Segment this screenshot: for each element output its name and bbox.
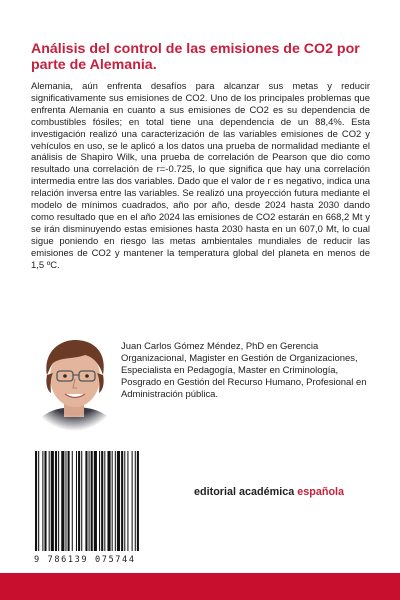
barcode-bar <box>121 451 123 551</box>
barcode-bar <box>94 451 97 551</box>
barcode-bar <box>44 451 46 551</box>
footer-band <box>0 573 400 600</box>
barcode-bar <box>55 451 57 551</box>
barcode-bar <box>42 451 43 551</box>
barcode-bar <box>35 451 37 551</box>
barcode-bar <box>101 451 103 551</box>
barcode-bar <box>61 451 64 551</box>
abstract-text: Alemania, aún enfrenta desafíos para alcanzar sus metas y reducir significativamente sus emisiones de CO2. Uno de los principales problemas que enfrenta Alemania en cuanto a sus emisiones de CO2 es su dependencia de combustibles fósiles; en total tiene una dependencia de un 88,4%. Esta investigación realizó una caracterización de las variables emisiones de CO2 y vehículos en uso, se le aplicó a los datos una prueba de normalidad mediante el análisis de Shapiro Wilk, una prueba de correlación de Pearson que dio como resultado una correlación de r=-0.725, lo que significa que hay una correlación intermedia entre las dos variables. Dado que el valor de r es negativo, indica una relación inversa entre las variables. Se realizó una proyección futura mediante el modelo de mínimos cuadrados, año por año, desde 2024 hasta 2030 dando como resultado que en el año 2024 las emisiones de CO2 estarán en 668,2 Mt y se irán disminuyendo estas emisiones hasta 2030 hasta en un 607,0 Mt, lo cual sigue poniendo en riesgo las metas ambientales mundiales de reducir las emisiones de CO2 y mantener la temperatura global del planeta en menos de 1,5 ºC. <box>31 81 370 271</box>
barcode-bar <box>49 451 50 551</box>
barcode-bar <box>91 451 93 551</box>
barcode-bar <box>89 451 90 551</box>
barcode-bar <box>38 451 39 551</box>
isbn-digits: 9 786139 075744 <box>34 555 136 565</box>
barcode-bar <box>132 451 133 551</box>
publisher-name <box>194 486 379 498</box>
barcode-bar <box>115 451 116 551</box>
barcode-bar <box>78 451 80 551</box>
barcode-bars <box>31 451 183 554</box>
author-photo <box>29 333 119 431</box>
barcode-bar <box>85 451 87 551</box>
isbn-barcode <box>31 451 183 564</box>
barcode-bar <box>68 451 70 551</box>
author-bio: Juan Carlos Gómez Méndez, PhD en Gerencia Organizacional, Magister en Gestión de Organizaciones, Especialista en Pedagogía, Master en Criminología, Posgrado en Gestión del Recurso Humano, Profesional en Administración pública. <box>121 341 367 400</box>
barcode-bar <box>58 451 59 551</box>
author-portrait-image <box>29 333 119 431</box>
barcode-bar <box>117 451 120 551</box>
barcode-bar <box>81 451 82 551</box>
barcode-bar <box>135 451 136 551</box>
barcode-bar <box>127 451 128 551</box>
barcode-bar <box>65 451 66 551</box>
barcode-bar <box>124 451 125 551</box>
book-title: Análisis del control de las emisiones de CO2 por parte de Alemania. <box>31 41 360 73</box>
barcode-bar <box>104 451 105 551</box>
barcode-bar <box>112 451 113 551</box>
barcode-bar <box>76 451 77 551</box>
publisher-main: editorial académica <box>194 486 298 498</box>
barcode-bar <box>99 451 100 551</box>
publisher-accent: española <box>297 486 345 498</box>
barcode-bar <box>107 451 110 551</box>
barcode-bar <box>137 451 139 551</box>
barcode-bar <box>72 451 73 551</box>
abstract <box>31 81 370 272</box>
barcode-bar <box>51 451 54 551</box>
